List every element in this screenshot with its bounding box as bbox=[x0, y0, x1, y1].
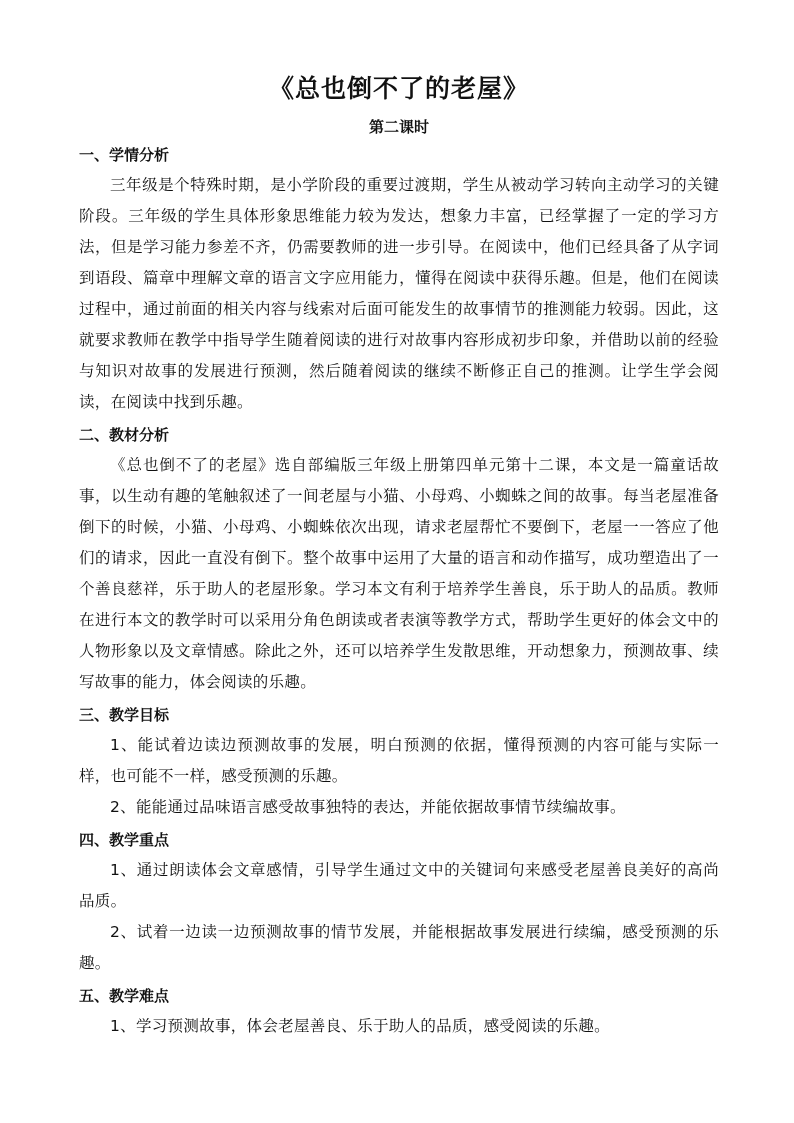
section-heading: 一、学情分析 bbox=[79, 146, 170, 164]
document-page bbox=[79, 60, 719, 1042]
section-teaching-difficulty bbox=[79, 985, 719, 1042]
section-textbook-analysis bbox=[79, 424, 719, 698]
section-teaching-goals bbox=[79, 704, 719, 823]
section-paragraph: 1、能试着边读边预测故事的发展，明白预测的依据，懂得预测的内容可能与实际一样，也可能不一样，感受预测的乐趣。 bbox=[79, 736, 719, 785]
section-learner-analysis bbox=[79, 144, 719, 418]
document-subtitle: 第二课时 bbox=[368, 118, 429, 136]
section-paragraph: 《总也倒不了的老屋》选自部编版三年级上册第四单元第十二课，本文是一篇童话故事，以生动有趣的笔触叙述了一间老屋与小猫、小母鸡、小蜘蛛之间的故事。每当老屋准备倒下的时候，小猫、小母鸡、小蜘蛛依次出现，请求老屋帮忙不要倒下，老屋一一答应了他们的请求，因此一直没有倒下。整个故事中运用了大量的语言和动作描写，成功塑造出了一个善良慈祥，乐于助人的老屋形象。学习本文有利于培养学生善良，乐于助人的品质。教师在进行本文的教学时可以采用分角色朗读或者表演等教学方式，帮助学生更好的体会文中的人物形象以及文章情感。除此之外，还可以培养学生发散思维，开动想象力，预测故事、续写故事的能力，体会阅读的乐趣。 bbox=[79, 456, 719, 691]
section-paragraph: 2、试着一边读一边预测故事的情节发展，并能根据故事发展进行续编，感受预测的乐趣。 bbox=[79, 923, 719, 972]
section-paragraph: 1、学习预测故事，体会老屋善良、乐于助人的品质，感受阅读的乐趣。 bbox=[110, 1017, 610, 1035]
section-heading: 四、教学重点 bbox=[79, 831, 170, 849]
section-paragraph: 1、通过朗读体会文章感情，引导学生通过文中的关键词句来感受老屋善良美好的高尚品质。 bbox=[79, 861, 719, 910]
document-title: 《总也倒不了的老屋》 bbox=[268, 74, 529, 103]
section-heading: 五、教学难点 bbox=[79, 987, 170, 1005]
section-heading: 二、教材分析 bbox=[79, 426, 170, 444]
section-teaching-focus bbox=[79, 829, 719, 979]
section-heading: 三、教学目标 bbox=[79, 706, 170, 724]
section-paragraph: 三年级是个特殊时期，是小学阶段的重要过渡期，学生从被动学习转向主动学习的关键阶段。三年级的学生具体形象思维能力较为发达，想象力丰富，已经掌握了一定的学习方法，但是学习能力参差不齐，仍需要教师的进一步引导。在阅读中，他们已经具备了从字词到语段、篇章中理解文章的语言文字应用能力，懂得在阅读中获得乐趣。但是，他们在阅读过程中，通过前面的相关内容与线索对后面可能发生的故事情节的推测能力较弱。因此，这就要求教师在教学中指导学生随着阅读的进行对故事内容形成初步印象，并借助以前的经验与知识对故事的发展进行预测，然后随着阅读的继续不断修正自己的推测。让学生学会阅读，在阅读中找到乐趣。 bbox=[79, 176, 719, 411]
section-paragraph: 2、能能通过品味语言感受故事独特的表达，并能依据故事情节续编故事。 bbox=[110, 798, 626, 816]
